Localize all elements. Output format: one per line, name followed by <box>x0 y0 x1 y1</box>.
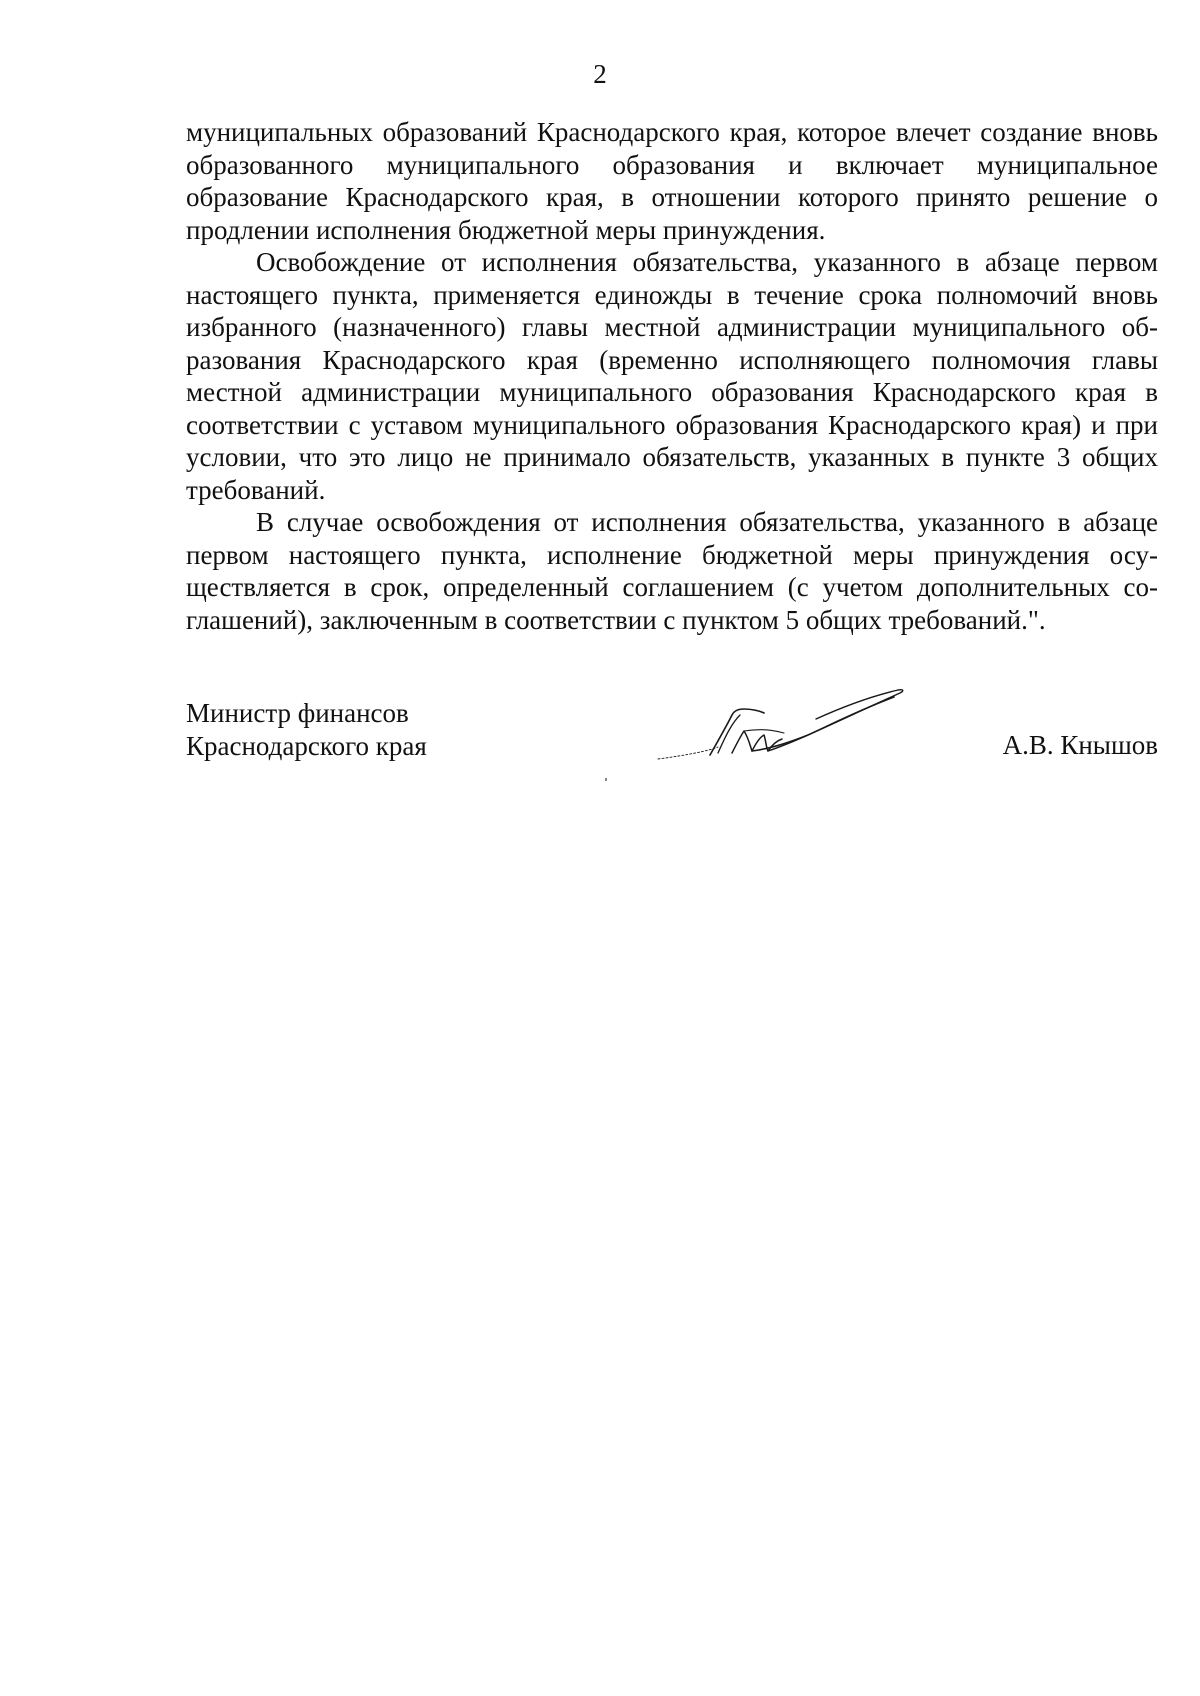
document-body <box>186 116 1158 636</box>
signatory-position <box>186 697 546 762</box>
paragraph-exemption-conditions: Освобождение от исполнения обязательства, указанного в абзаце первом настоящего пункта, применяется единожды в течение срока полномочий вновь избранного (назначенного) главы местной администрации муниципального образования Краснодарского края (временно исполняющего полномочия главы местной администрации муниципального образования Краснодарского края в соответствии с уставом муниципального образования Краснодарского края) и при условии, что это лицо не принимало обязательств, указанных в пункте 3 общих требований. <box>186 247 1158 505</box>
signatory-position-line-1: Министр финансов <box>186 698 409 728</box>
signatory-position-line-2: Краснодарского края <box>186 730 427 761</box>
handwritten-signature <box>648 675 908 775</box>
scan-artifact <box>605 778 607 781</box>
signatory-name: А.В. Кнышов <box>1002 730 1158 760</box>
paragraph-exemption-term: В случае освобождения от исполнения обязательства, указанного в абзаце первом настоящего пункта, исполнение бюджетной меры принуждения осуществляется в срок, определенный соглашением (с учетом дополнительных соглашений), заключенным в соответствии с пунктом 5 общих требований.". <box>186 507 1158 635</box>
paragraph-continuation: муниципальных образований Краснодарского края, которое влечет создание вновь образованного муниципального образования и включает муниципальное образование Краснодарского края, в отношении которого принято решение о продлении исполнения бюджетной меры принуждения. <box>186 117 1158 245</box>
page-number: 2 <box>593 59 607 89</box>
signature-block <box>186 697 1158 807</box>
